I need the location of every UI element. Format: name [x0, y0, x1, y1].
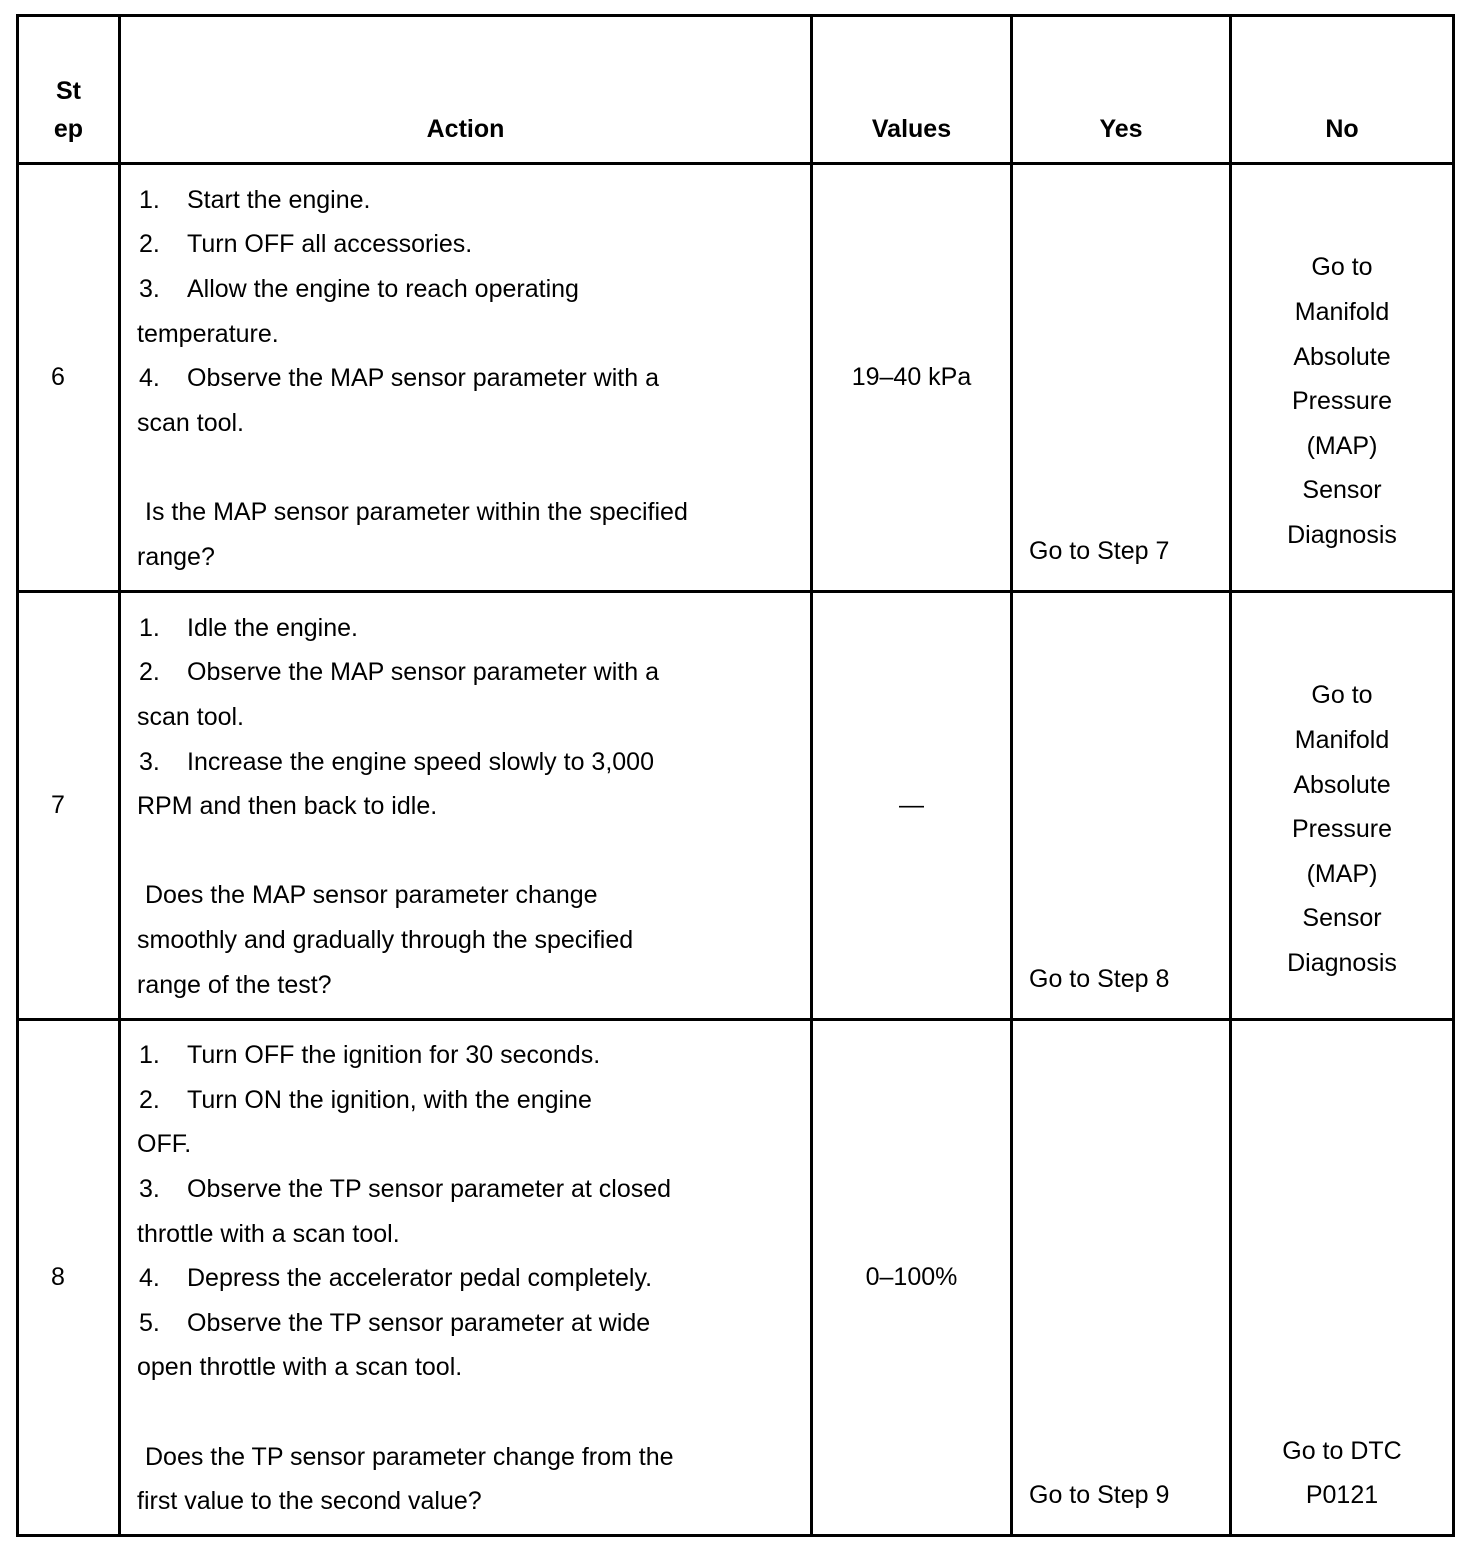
action-number: 1. [139, 185, 160, 214]
action-number: 3. [139, 747, 160, 776]
action-text: scan tool. [137, 703, 245, 732]
action-number: 3. [139, 1175, 160, 1204]
action-line [137, 1345, 800, 1390]
action-number: 2. [139, 658, 160, 687]
action-line [137, 178, 800, 223]
step-number: 6 [18, 164, 120, 592]
table-row [18, 1020, 1454, 1536]
action-text: OFF. [137, 1130, 192, 1159]
action-text: Allow the engine to reach operating [187, 275, 579, 304]
blank-line [137, 445, 800, 490]
action-line [137, 1167, 800, 1212]
action-line [137, 1033, 800, 1078]
no-line: Sensor [1302, 476, 1382, 505]
no-cell [1231, 1020, 1454, 1536]
yes-cell: Go to Step 8 [1012, 592, 1231, 1020]
action-number: 5. [139, 1308, 160, 1337]
action-text: Turn OFF the ignition for 30 seconds. [187, 1041, 601, 1070]
action-number: 3. [139, 275, 160, 304]
action-text: Observe the MAP sensor parameter with a [187, 658, 659, 687]
action-line [137, 740, 800, 785]
action-text: scan tool. [137, 408, 245, 437]
no-line: Absolute [1293, 342, 1391, 371]
action-text: RPM and then back to idle. [137, 792, 438, 821]
table-row [18, 164, 1454, 592]
no-line: Manifold [1294, 298, 1390, 327]
no-line: Go to [1311, 253, 1373, 282]
action-text: Observe the TP sensor parameter at closed [187, 1175, 672, 1204]
no-cell [1231, 592, 1454, 1020]
no-cell [1231, 164, 1454, 592]
question-line: Does the TP sensor parameter change from the [145, 1442, 674, 1471]
step-number: 8 [18, 1020, 120, 1536]
diagnostic-table [16, 14, 1455, 1537]
header-step [18, 16, 120, 164]
action-line [137, 650, 800, 695]
no-line: (MAP) [1306, 859, 1378, 888]
action-text: Idle the engine. [187, 613, 358, 642]
action-line [137, 1078, 800, 1123]
question-line: first value to the second value? [137, 1487, 482, 1516]
no-line: Go to [1311, 681, 1373, 710]
no-line: Diagnosis [1287, 520, 1397, 549]
action-number: 4. [139, 364, 160, 393]
action-number: 2. [139, 230, 160, 259]
action-text: open throttle with a scan tool. [137, 1353, 463, 1382]
no-line: Sensor [1302, 904, 1382, 933]
no-line: Pressure [1291, 815, 1393, 844]
header-yes: Yes [1012, 16, 1231, 164]
blank-line [137, 1390, 800, 1435]
action-text: Observe the TP sensor parameter at wide [187, 1308, 651, 1337]
action-text: Increase the engine speed slowly to 3,000 [187, 747, 654, 776]
action-line [137, 606, 800, 651]
action-number: 1. [139, 1041, 160, 1070]
action-text: temperature. [137, 319, 279, 348]
action-number: 4. [139, 1264, 160, 1293]
header-step-line: ep [53, 115, 84, 143]
action-line [137, 222, 800, 267]
action-text: Observe the MAP sensor parameter with a [187, 364, 659, 393]
action-cell [120, 1020, 812, 1536]
no-line: Diagnosis [1287, 948, 1397, 977]
action-line [137, 1256, 800, 1301]
action-line [137, 695, 800, 740]
values-cell: 19–40 kPa [812, 164, 1012, 592]
no-line: Go to DTC [1282, 1436, 1402, 1465]
action-text: Start the engine. [187, 185, 371, 214]
header-row [18, 16, 1454, 164]
action-text: throttle with a scan tool. [137, 1219, 400, 1248]
header-step-line: St [56, 77, 81, 105]
action-line [137, 1301, 800, 1346]
action-line [137, 401, 800, 446]
no-line: Absolute [1293, 770, 1391, 799]
no-line: P0121 [1305, 1481, 1379, 1510]
action-line [137, 312, 800, 357]
action-number: 2. [139, 1085, 160, 1114]
question-line: range of the test? [137, 970, 332, 999]
no-line: Manifold [1294, 726, 1390, 755]
step-number: 7 [18, 592, 120, 1020]
values-cell: — [812, 592, 1012, 1020]
yes-cell: Go to Step 9 [1012, 1020, 1231, 1536]
action-line [137, 1212, 800, 1257]
action-line [137, 1122, 800, 1167]
blank-line [137, 829, 800, 874]
question-line: range? [137, 542, 215, 571]
yes-cell: Go to Step 7 [1012, 164, 1231, 592]
no-line: Pressure [1291, 387, 1393, 416]
table-row [18, 592, 1454, 1020]
values-cell: 0–100% [812, 1020, 1012, 1536]
action-line [137, 784, 800, 829]
no-line: (MAP) [1306, 431, 1378, 460]
header-action: Action [120, 16, 812, 164]
action-cell [120, 164, 812, 592]
action-text: Depress the accelerator pedal completely. [187, 1264, 653, 1293]
action-line [137, 267, 800, 312]
action-number: 1. [139, 613, 160, 642]
action-text: Turn OFF all accessories. [187, 230, 473, 259]
action-text: Turn ON the ignition, with the engine [187, 1085, 592, 1114]
action-line [137, 356, 800, 401]
header-values: Values [812, 16, 1012, 164]
header-no: No [1231, 16, 1454, 164]
action-cell [120, 592, 812, 1020]
question-line: Does the MAP sensor parameter change [145, 881, 598, 910]
question-line: Is the MAP sensor parameter within the specified [145, 497, 688, 526]
question-line: smoothly and gradually through the specified [137, 925, 634, 954]
